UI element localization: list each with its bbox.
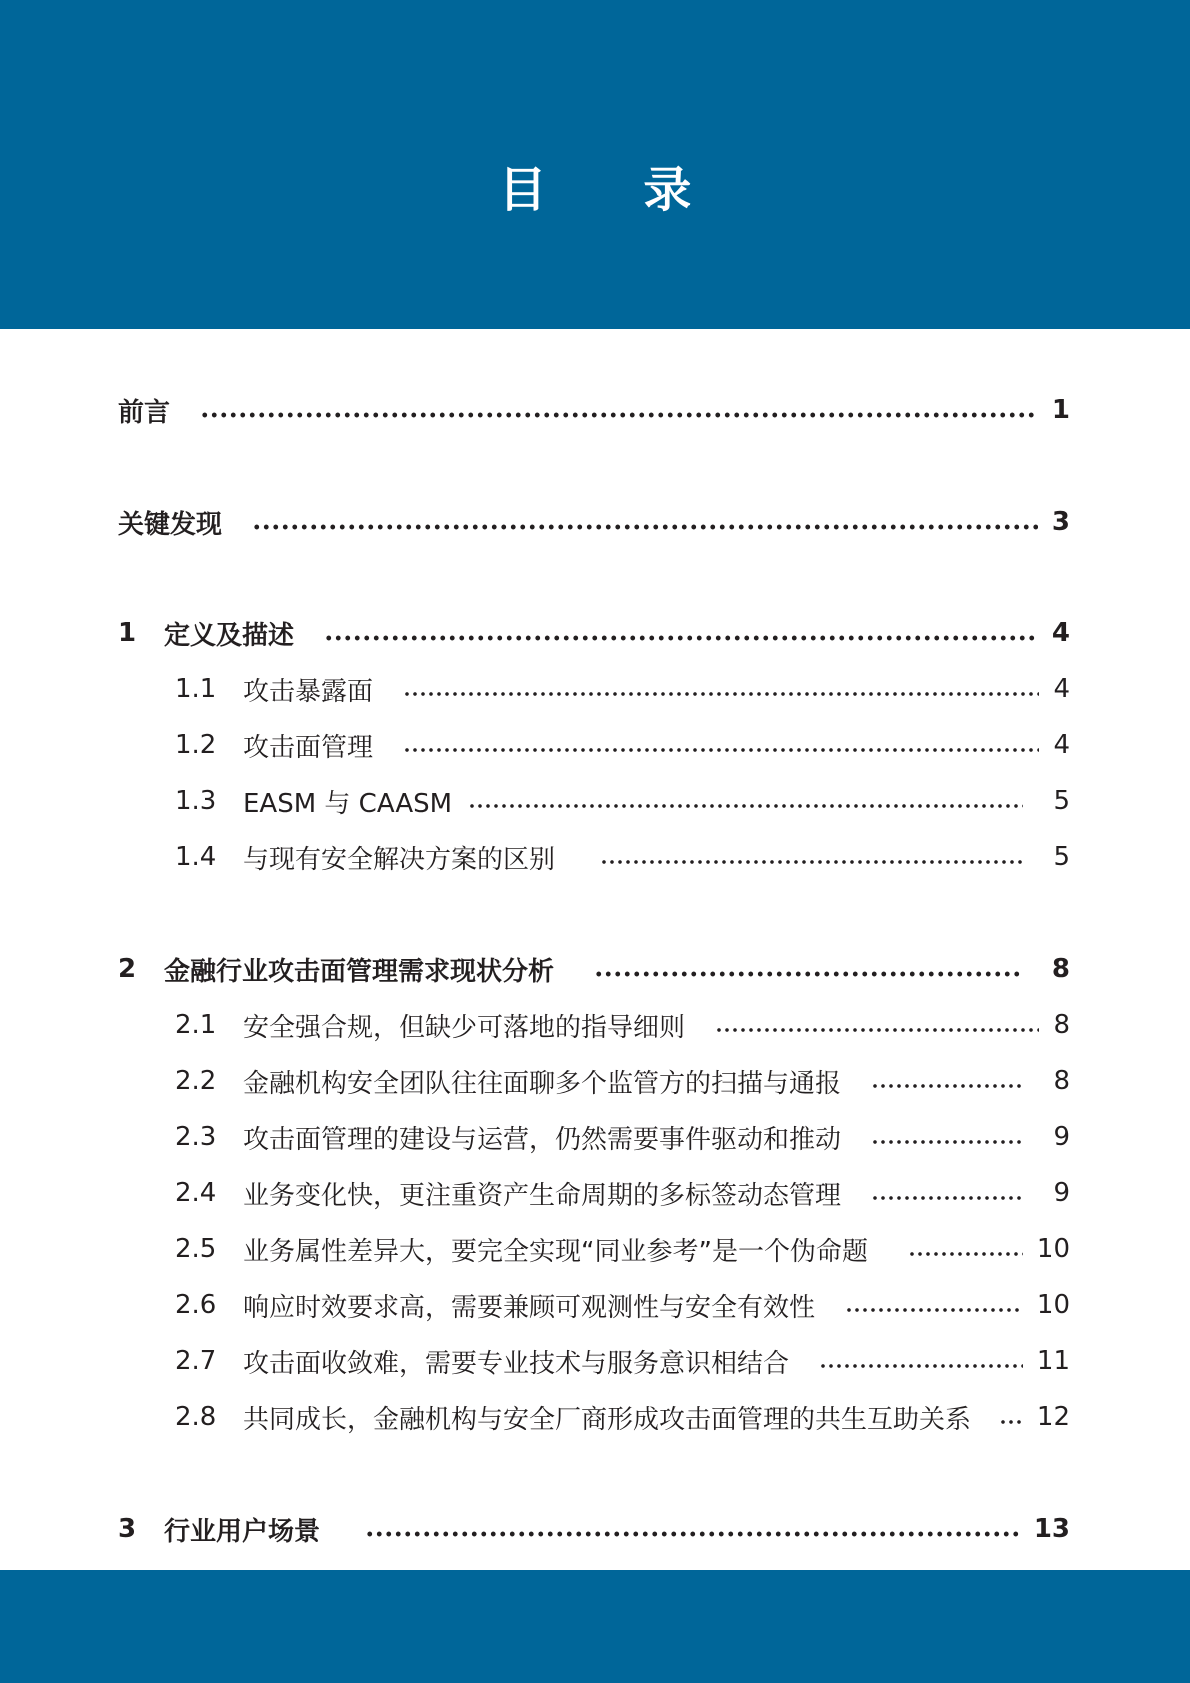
toc-entry-number: 2.5 xyxy=(175,1234,217,1264)
dot-leader xyxy=(600,859,1023,865)
toc-page-number: 12 xyxy=(1036,1402,1070,1432)
toc-entry-1-4[interactable] xyxy=(175,837,1070,877)
toc-entry-number: 3 xyxy=(118,1514,137,1544)
dot-leader xyxy=(594,971,1022,977)
toc-entry-chapter-1[interactable] xyxy=(118,613,1070,653)
toc-page-number: 9 xyxy=(1053,1122,1070,1152)
page-title: 目 录 xyxy=(498,162,732,218)
footer-band xyxy=(0,1570,1190,1683)
toc-entry-label: 前言 xyxy=(118,397,171,428)
dot-leader xyxy=(871,1083,1023,1089)
dot-leader xyxy=(845,1307,1023,1313)
dot-leader xyxy=(403,747,1039,753)
toc-page-number: 4 xyxy=(1053,674,1070,704)
toc-page-number: 5 xyxy=(1053,786,1070,816)
dot-leader xyxy=(819,1363,1023,1369)
toc-entry-chapter-3[interactable] xyxy=(118,1509,1070,1549)
toc-entry-1-2[interactable] xyxy=(175,725,1070,765)
toc-entry-number: 2.4 xyxy=(175,1178,217,1208)
toc-entry-2-5[interactable] xyxy=(175,1229,1070,1269)
dot-leader xyxy=(715,1027,1039,1033)
dot-leader xyxy=(252,524,1038,530)
toc-entry-label: 业务属性差异大，要完全实现“同业参考”是一个伪命题 xyxy=(243,1236,868,1267)
toc-entry-number: 1.4 xyxy=(175,842,217,872)
toc-entry-label: 攻击面管理的建设与运营，仍然需要事件驱动和推动 xyxy=(243,1124,842,1155)
toc-entry-2-2[interactable] xyxy=(175,1061,1070,1101)
toc-page-number: 1 xyxy=(1051,395,1070,425)
dot-leader xyxy=(200,412,1038,418)
toc-page-number: 3 xyxy=(1051,507,1070,537)
toc-entry-number: 2.6 xyxy=(175,1290,217,1320)
dot-leader xyxy=(871,1195,1023,1201)
toc-entry-2-3[interactable] xyxy=(175,1117,1070,1157)
toc-entry-label: 攻击暴露面 xyxy=(243,676,374,707)
toc-entry-label: 响应时效要求高，需要兼顾可观测性与安全有效性 xyxy=(243,1292,816,1323)
toc-entry-number: 1.1 xyxy=(175,674,217,704)
toc-entry-number: 2.2 xyxy=(175,1066,217,1096)
toc-entry-label: EASM 与 CAASM xyxy=(243,788,453,819)
header-band xyxy=(0,0,1190,329)
toc-entry-label: 安全强合规，但缺少可落地的指导细则 xyxy=(243,1012,686,1043)
toc-page-number: 5 xyxy=(1053,842,1070,872)
toc-entry-number: 1.2 xyxy=(175,730,217,760)
toc-entry-label: 定义及描述 xyxy=(164,620,295,651)
toc-entry-label: 攻击面管理 xyxy=(243,732,374,763)
toc-page-number: 10 xyxy=(1036,1234,1070,1264)
dot-leader xyxy=(324,635,1038,641)
toc-page-number: 4 xyxy=(1053,730,1070,760)
toc-entry-1-1[interactable] xyxy=(175,669,1070,709)
toc-entry-label: 金融机构安全团队往往面聊多个监管方的扫描与通报 xyxy=(243,1068,842,1099)
toc-entry-label: 关键发现 xyxy=(118,509,223,540)
toc-entry-label: 行业用户场景 xyxy=(164,1516,321,1547)
toc-entry-label: 攻击面收敛难，需要专业技术与服务意识相结合 xyxy=(243,1348,790,1379)
toc-page-number: 11 xyxy=(1036,1346,1070,1376)
toc-entry-chapter-2[interactable] xyxy=(118,949,1070,989)
toc-entry-2-6[interactable] xyxy=(175,1285,1070,1325)
toc-page-number: 9 xyxy=(1053,1178,1070,1208)
toc-page-number: 8 xyxy=(1053,1010,1070,1040)
toc-entry-key-findings[interactable] xyxy=(118,502,1070,542)
dot-leader xyxy=(999,1419,1023,1425)
toc-entry-2-1[interactable] xyxy=(175,1005,1070,1045)
toc-entry-2-7[interactable] xyxy=(175,1341,1070,1381)
toc-page-number: 8 xyxy=(1051,954,1070,984)
toc-entry-preface[interactable] xyxy=(118,390,1070,430)
toc-entry-2-4[interactable] xyxy=(175,1173,1070,1213)
toc-entry-2-8[interactable] xyxy=(175,1397,1070,1437)
toc-entry-label: 共同成长，金融机构与安全厂商形成攻击面管理的共生互助关系 xyxy=(243,1404,972,1435)
toc-entry-number: 1 xyxy=(118,618,137,648)
toc-entry-number: 2.3 xyxy=(175,1122,217,1152)
toc-entry-label: 与现有安全解决方案的区别 xyxy=(243,844,556,875)
toc-page-number: 8 xyxy=(1053,1066,1070,1096)
toc-entry-number: 2.1 xyxy=(175,1010,217,1040)
dot-leader xyxy=(403,691,1039,697)
toc-entry-label: 业务变化快，更注重资产生命周期的多标签动态管理 xyxy=(243,1180,842,1211)
dot-leader xyxy=(468,803,1023,809)
toc-entry-number: 2.7 xyxy=(175,1346,217,1376)
dot-leader xyxy=(365,1531,1020,1537)
toc-entry-number: 2.8 xyxy=(175,1402,217,1432)
toc-page-number: 13 xyxy=(1033,1514,1070,1544)
toc-entry-1-3[interactable] xyxy=(175,781,1070,821)
dot-leader xyxy=(908,1251,1023,1257)
toc-page-number: 4 xyxy=(1051,618,1070,648)
toc-entry-label: 金融行业攻击面管理需求现状分析 xyxy=(164,956,555,987)
dot-leader xyxy=(871,1139,1023,1145)
toc-entry-number: 2 xyxy=(118,954,137,984)
toc-page-number: 10 xyxy=(1036,1290,1070,1320)
toc-entry-number: 1.3 xyxy=(175,786,217,816)
